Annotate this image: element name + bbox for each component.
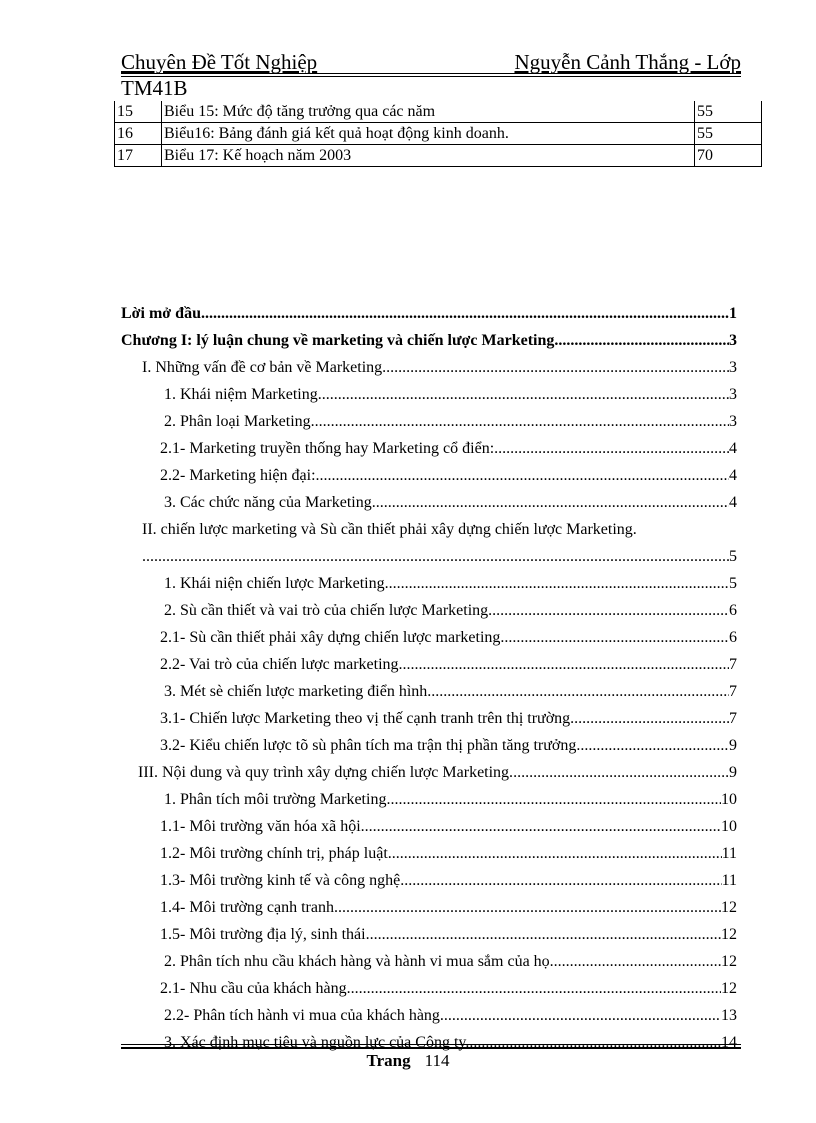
toc-entry-page: 5 <box>729 548 737 565</box>
table-row <box>115 145 762 167</box>
figure-title: Biểu 15: Mức độ tăng trưởng qua các năm <box>162 101 695 123</box>
toc-leader-dots <box>554 953 721 971</box>
toc-entry-page: 1 <box>729 305 737 322</box>
toc-entry <box>121 863 737 890</box>
table-of-contents <box>121 296 737 1052</box>
toc-leader-dots <box>370 926 721 944</box>
toc-entry-text: 2. Phân tích nhu cầu khách hàng và hành vi mua sắm của họ. <box>164 953 554 970</box>
toc-leader-dots <box>444 1007 721 1025</box>
toc-entry-page: 3 <box>729 386 737 403</box>
toc-entry-page: 5 <box>729 575 737 592</box>
toc-entry-page: 3 <box>729 332 737 349</box>
footer-rule-thick <box>121 1047 741 1049</box>
figure-title: Biểu 17: Kế hoạch năm 2003 <box>162 145 695 167</box>
toc-leader-dots <box>315 413 729 431</box>
toc-entry-text: III. Nội dung và quy trình xây dựng chiến lược Marketing. <box>138 764 514 781</box>
toc-entry <box>121 404 737 431</box>
toc-entry-text: 1.2- Môi trường chính trị, pháp luật. <box>160 845 392 862</box>
toc-leader-dots <box>316 467 729 485</box>
toc-leader-dots <box>494 440 729 458</box>
toc-entry <box>121 431 737 458</box>
toc-entry <box>121 593 737 620</box>
toc-entry-page: 3 <box>729 413 737 430</box>
toc-entry <box>121 620 737 647</box>
toc-entry-text: 2.2- Vai trò của chiến lược marketing. <box>160 656 403 673</box>
toc-entry-text: 2.1- Nhu cầu của khách hàng. <box>160 980 351 997</box>
toc-entry <box>121 836 737 863</box>
toc-entry-text: 1.5- Môi trường địa lý, sinh thái. <box>160 926 370 943</box>
footer-rule <box>121 1044 741 1045</box>
toc-entry <box>121 809 737 836</box>
toc-entry <box>121 458 737 485</box>
toc-entry <box>121 512 737 539</box>
header-rule-double <box>121 76 741 77</box>
toc-entry-page: 9 <box>729 764 737 781</box>
table-row <box>115 123 762 145</box>
toc-entry <box>121 944 737 971</box>
toc-entry <box>121 890 737 917</box>
toc-leader-dots <box>365 818 721 836</box>
toc-entry <box>121 728 737 755</box>
toc-entry <box>121 377 737 404</box>
toc-entry-page: 7 <box>729 710 737 727</box>
toc-entry <box>121 755 737 782</box>
toc-entry-page: 12 <box>721 980 737 997</box>
toc-entry <box>121 296 737 323</box>
toc-leader-dots <box>492 602 729 620</box>
page-footer <box>0 1051 816 1071</box>
toc-entry-page: 12 <box>721 953 737 970</box>
toc-entry-page: 7 <box>729 683 737 700</box>
toc-entry-text: 2.1- Marketing truyền thống hay Marketing cổ điển: <box>160 440 495 457</box>
toc-entry <box>121 674 737 701</box>
footer-page-label: Trang <box>366 1051 411 1070</box>
header-document-title: Chuyên Đề Tốt Nghiệp <box>121 50 318 74</box>
toc-entry-page: 9 <box>729 737 737 754</box>
toc-entry-text: II. chiến lược marketing và Sù cần thiết phải xây dựng chiến lược Marketing. <box>142 521 637 538</box>
toc-entry-page: 4 <box>729 467 737 484</box>
toc-leader-dots <box>504 629 729 647</box>
toc-entry-page: 6 <box>729 629 737 646</box>
toc-entry <box>121 917 737 944</box>
toc-entry-page: 12 <box>721 926 737 943</box>
toc-entry <box>121 971 737 998</box>
toc-entry-continuation <box>121 539 737 566</box>
toc-entry-text: 2.2- Phân tích hành vi mua của khách hàng. <box>164 1007 444 1024</box>
toc-leader-dots <box>201 305 729 323</box>
toc-entry-text: 1.3- Môi trường kinh tế và công nghệ. <box>160 872 405 889</box>
toc-leader-dots <box>322 386 729 404</box>
toc-entry-page: 4 <box>729 440 737 457</box>
toc-leader-dots <box>431 683 729 701</box>
table-row <box>115 101 762 123</box>
toc-entry <box>121 323 737 350</box>
toc-leader-dots <box>392 845 722 863</box>
toc-entry-page: 4 <box>729 494 737 511</box>
toc-entry-text: Chương I: lý luận chung về marketing và chiến lược Marketing <box>121 332 555 349</box>
toc-entry-text: 3. Mét sè chiến lược marketing điển hình. <box>164 683 432 700</box>
toc-entry <box>121 350 737 377</box>
toc-leader-dots <box>469 1034 721 1052</box>
toc-entry-page: 14 <box>721 1034 737 1051</box>
toc-entry <box>121 998 737 1025</box>
toc-entry-text: 1. Khái niện chiến lược Marketing. <box>164 575 389 592</box>
toc-leader-dots <box>554 332 729 350</box>
toc-entry-text: 3. Xác định mục tiêu và nguồn lực của Công ty. <box>164 1034 470 1051</box>
toc-leader-dots <box>574 710 729 728</box>
toc-leader-dots <box>338 899 721 917</box>
toc-entry-page: 7 <box>729 656 737 673</box>
toc-entry-text: 2. Sù cần thiết và vai trò của chiến lược Marketing. <box>164 602 493 619</box>
toc-entry <box>121 701 737 728</box>
toc-entry-page: 11 <box>721 845 737 862</box>
toc-leader-dots <box>386 359 729 377</box>
toc-entry <box>121 566 737 593</box>
figure-list-table <box>114 101 762 167</box>
figure-number: 16 <box>115 123 162 145</box>
toc-entry-text: 1. Phân tích môi trường Marketing. <box>164 791 391 808</box>
toc-entry-text: 2.1- Sù cần thiết phải xây dựng chiến lược marketing. <box>160 629 505 646</box>
header-class: TM41B <box>121 76 188 100</box>
toc-leader-dots <box>142 548 729 566</box>
toc-leader-dots <box>580 737 729 755</box>
figure-number: 17 <box>115 145 162 167</box>
toc-entry-text: 2.2- Marketing hiện đại: <box>160 467 316 484</box>
toc-entry-page: 3 <box>729 359 737 376</box>
toc-entry-page: 12 <box>721 899 737 916</box>
toc-entry-text: 1.1- Môi trường văn hóa xã hội. <box>160 818 365 835</box>
toc-entry-text: Lời mở đầu <box>121 305 201 322</box>
toc-entry <box>121 647 737 674</box>
figure-title: Biểu16: Bảng đánh giá kết quả hoạt động kinh doanh. <box>162 123 695 145</box>
toc-leader-dots <box>403 656 729 674</box>
toc-entry-text: 1.4- Môi trường cạnh tranh. <box>160 899 338 916</box>
toc-leader-dots <box>351 980 721 998</box>
figure-page: 55 <box>695 123 762 145</box>
toc-entry <box>121 485 737 512</box>
header-rule <box>121 73 741 74</box>
header-author: Nguyễn Cảnh Thắng - Lớp <box>514 50 741 74</box>
toc-leader-dots <box>404 872 721 890</box>
toc-entry-text: 3.1- Chiến lược Marketing theo vị thế cạnh tranh trên thị trường. <box>160 710 575 727</box>
toc-entry-text: 3. Các chức năng của Marketing. <box>164 494 376 511</box>
toc-leader-dots <box>513 764 729 782</box>
footer-page-number: 114 <box>424 1051 450 1070</box>
toc-entry-page: 11 <box>721 872 737 889</box>
toc-entry <box>121 782 737 809</box>
toc-entry-page: 6 <box>729 602 737 619</box>
toc-entry-page: 13 <box>721 1007 737 1024</box>
toc-entry-text: 2. Phân loại Marketing. <box>164 413 315 430</box>
toc-leader-dots <box>389 575 729 593</box>
toc-entry-text: 3.2- Kiểu chiến lược tõ sù phân tích ma trận thị phần tăng trưởng. <box>160 737 581 754</box>
toc-entry-page: 10 <box>721 791 737 808</box>
figure-page: 70 <box>695 145 762 167</box>
toc-entry-page: 10 <box>721 818 737 835</box>
toc-leader-dots <box>390 791 721 809</box>
figure-number: 15 <box>115 101 162 123</box>
toc-leader-dots <box>376 494 729 512</box>
toc-entry-text: I. Những vấn đề cơ bản về Marketing. <box>142 359 387 376</box>
toc-entry-text: 1. Khái niệm Marketing. <box>164 386 322 403</box>
figure-page: 55 <box>695 101 762 123</box>
